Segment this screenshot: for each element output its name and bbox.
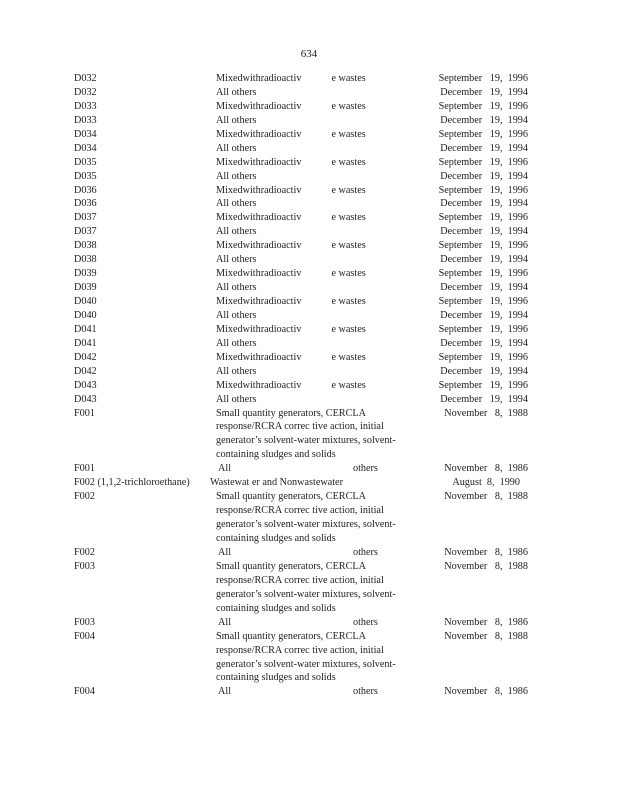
table-row bbox=[0, 86, 618, 100]
row-description: Mixedwithradioactiv e wastes bbox=[216, 379, 366, 391]
table-row: F002 All others November 8, 1986 bbox=[74, 546, 528, 558]
waste-code: D032 bbox=[74, 73, 97, 84]
table-row: F004 All others November 8, 1986 bbox=[74, 686, 528, 698]
effective-date: September 19, 1996 bbox=[438, 73, 528, 84]
table-row bbox=[0, 225, 618, 239]
row-description: All others bbox=[216, 142, 257, 154]
waste-code: D033 bbox=[74, 100, 97, 112]
row-description: All others bbox=[216, 86, 257, 98]
effective-date: November 8, 1986 bbox=[444, 686, 528, 698]
waste-code: D036 bbox=[74, 184, 97, 196]
table-row bbox=[0, 393, 618, 407]
effective-date: September 19, 1996 bbox=[438, 268, 528, 280]
row-description: All others bbox=[216, 282, 257, 294]
table-row bbox=[0, 476, 618, 490]
row-description: Mixedwithradioactiv e wastes bbox=[216, 156, 366, 168]
row-description: Mixedwithradioactiv e wastes bbox=[216, 323, 366, 335]
waste-code: F003 bbox=[74, 560, 95, 572]
row-description: All others bbox=[216, 226, 257, 238]
waste-code: D041 bbox=[74, 337, 97, 349]
row-description: Mixedwithradioactiv e wastes bbox=[216, 128, 366, 140]
effective-date: December 19, 1994 bbox=[440, 337, 528, 349]
effective-date: December 19, 1994 bbox=[440, 226, 528, 238]
table-row bbox=[0, 490, 618, 546]
row-description: Small quantity generators, CERCLA response/RCRA correc tive action, initial generator’s solvent-water mixtures, solvent- containing sludges and solids bbox=[216, 407, 396, 461]
row-description: Small quantity generators, CERCLA response/RCRA correc tive action, initial generator’s solvent-water mixtures, solvent- containing sludges and solids bbox=[216, 491, 396, 544]
row-description: Mixedwithradioactiv e wastes bbox=[216, 184, 366, 196]
row-description: Mixedwithradioactiv e wastes bbox=[216, 100, 366, 112]
waste-code-table bbox=[0, 72, 618, 699]
effective-date: September 19, 1996 bbox=[438, 100, 528, 112]
row-description: Mixedwithradioactiv e wastes bbox=[216, 351, 366, 363]
table-row bbox=[0, 72, 618, 86]
row-description: Mixedwithradioactiv e wastes bbox=[216, 73, 366, 84]
table-row bbox=[0, 100, 618, 114]
effective-date: September 19, 1996 bbox=[438, 296, 528, 307]
row-description: All others bbox=[216, 365, 257, 377]
row-description: Small quantity generators, CERCLA response/RCRA correc tive action, initial generator’s solvent-water mixtures, solvent- containing sludges and solids bbox=[216, 630, 396, 684]
waste-code: D042 bbox=[74, 351, 97, 363]
waste-code: D043 bbox=[74, 379, 97, 391]
waste-code: D035 bbox=[74, 170, 97, 182]
waste-code: F004 bbox=[74, 630, 95, 642]
waste-code: D039 bbox=[74, 282, 97, 294]
effective-date: December 19, 1994 bbox=[440, 309, 528, 321]
waste-code: F001 bbox=[74, 407, 95, 419]
row-description: Mixedwithradioactiv e wastes bbox=[216, 212, 366, 224]
effective-date: November 8, 1988 bbox=[444, 630, 528, 642]
effective-date: December 19, 1994 bbox=[440, 254, 528, 266]
row-description: Wastewat er and Nonwastewater bbox=[210, 477, 343, 489]
waste-code: D042 bbox=[74, 365, 97, 377]
effective-date: December 19, 1994 bbox=[440, 86, 528, 98]
table-row: F001 All others November 8, 1986 bbox=[74, 463, 528, 475]
effective-date: November 8, 1986 bbox=[444, 616, 528, 628]
table-row bbox=[0, 128, 618, 142]
table-row bbox=[0, 365, 618, 379]
effective-date: December 19, 1994 bbox=[440, 365, 528, 377]
row-description: All others bbox=[216, 337, 257, 349]
waste-code: D040 bbox=[74, 309, 97, 321]
table-row bbox=[0, 253, 618, 267]
effective-date: November 8, 1988 bbox=[444, 407, 528, 419]
waste-code: F002 bbox=[74, 491, 95, 503]
row-description: Mixedwithradioactiv e wastes bbox=[216, 268, 366, 280]
waste-code: D034 bbox=[74, 142, 97, 154]
row-description: All others bbox=[216, 309, 257, 321]
table-row bbox=[0, 267, 618, 281]
effective-date: December 19, 1994 bbox=[440, 282, 528, 294]
row-description: All others bbox=[216, 170, 257, 182]
effective-date: December 19, 1994 bbox=[440, 114, 528, 126]
effective-date: September 19, 1996 bbox=[438, 240, 528, 252]
effective-date: September 19, 1996 bbox=[438, 184, 528, 196]
effective-date: November 8, 1988 bbox=[444, 491, 528, 503]
waste-code: D034 bbox=[74, 128, 97, 140]
waste-code: D043 bbox=[74, 393, 97, 405]
table-row bbox=[0, 114, 618, 128]
table-row: F003 All others November 8, 1986 bbox=[74, 616, 528, 628]
table-row bbox=[0, 295, 618, 309]
effective-date: September 19, 1996 bbox=[438, 128, 528, 140]
waste-code: F001 bbox=[74, 463, 95, 475]
row-description: All others bbox=[216, 114, 257, 126]
table-row bbox=[0, 156, 618, 170]
table-row bbox=[0, 281, 618, 295]
effective-date: December 19, 1994 bbox=[440, 142, 528, 154]
table-row bbox=[0, 560, 618, 616]
table-row bbox=[0, 379, 618, 393]
table-row bbox=[0, 407, 618, 463]
row-description: All others bbox=[216, 254, 257, 266]
row-description: All others bbox=[216, 198, 257, 210]
waste-code: D038 bbox=[74, 240, 97, 252]
waste-code: D040 bbox=[74, 296, 97, 307]
effective-date: December 19, 1994 bbox=[440, 170, 528, 182]
table-row bbox=[0, 351, 618, 365]
table-row bbox=[0, 337, 618, 351]
effective-date: September 19, 1996 bbox=[438, 351, 528, 363]
effective-date: September 19, 1996 bbox=[438, 156, 528, 168]
table-row bbox=[0, 184, 618, 198]
row-description: All others bbox=[216, 393, 257, 405]
page-number: 634 bbox=[300, 48, 318, 60]
waste-code: D039 bbox=[74, 268, 97, 280]
waste-code: D041 bbox=[74, 323, 97, 335]
effective-date: August 8, 1990 bbox=[452, 477, 520, 489]
row-description: Mixedwithradioactiv e wastes bbox=[216, 296, 366, 307]
waste-code: D035 bbox=[74, 156, 97, 168]
effective-date: December 19, 1994 bbox=[440, 198, 528, 210]
effective-date: November 8, 1986 bbox=[444, 546, 528, 558]
row-description: Mixedwithradioactiv e wastes bbox=[216, 240, 366, 252]
effective-date: September 19, 1996 bbox=[438, 379, 528, 391]
waste-code: D036 bbox=[74, 198, 97, 210]
effective-date: November 8, 1988 bbox=[444, 560, 528, 572]
effective-date: December 19, 1994 bbox=[440, 393, 528, 405]
table-row bbox=[0, 170, 618, 184]
effective-date: November 8, 1986 bbox=[444, 463, 528, 475]
table-row bbox=[0, 630, 618, 686]
waste-code: F003 bbox=[74, 616, 95, 628]
waste-code: F004 bbox=[74, 686, 95, 698]
waste-code: D033 bbox=[74, 114, 97, 126]
row-description: Small quantity generators, CERCLA response/RCRA correc tive action, initial generator’s solvent-water mixtures, solvent- containing sludges and solids bbox=[216, 560, 396, 614]
waste-code: F002 (1,1,2-trichloroethane) bbox=[74, 477, 190, 489]
waste-code: D037 bbox=[74, 212, 97, 224]
waste-code: D032 bbox=[74, 86, 97, 98]
waste-code: F002 bbox=[74, 546, 95, 558]
table-row bbox=[0, 239, 618, 253]
table-row bbox=[0, 142, 618, 156]
table-row bbox=[0, 211, 618, 225]
table-row bbox=[0, 197, 618, 211]
waste-code: D037 bbox=[74, 226, 97, 238]
effective-date: September 19, 1996 bbox=[438, 323, 528, 335]
waste-code: D038 bbox=[74, 254, 97, 266]
effective-date: September 19, 1996 bbox=[438, 212, 528, 224]
table-row bbox=[0, 309, 618, 323]
table-row bbox=[0, 323, 618, 337]
